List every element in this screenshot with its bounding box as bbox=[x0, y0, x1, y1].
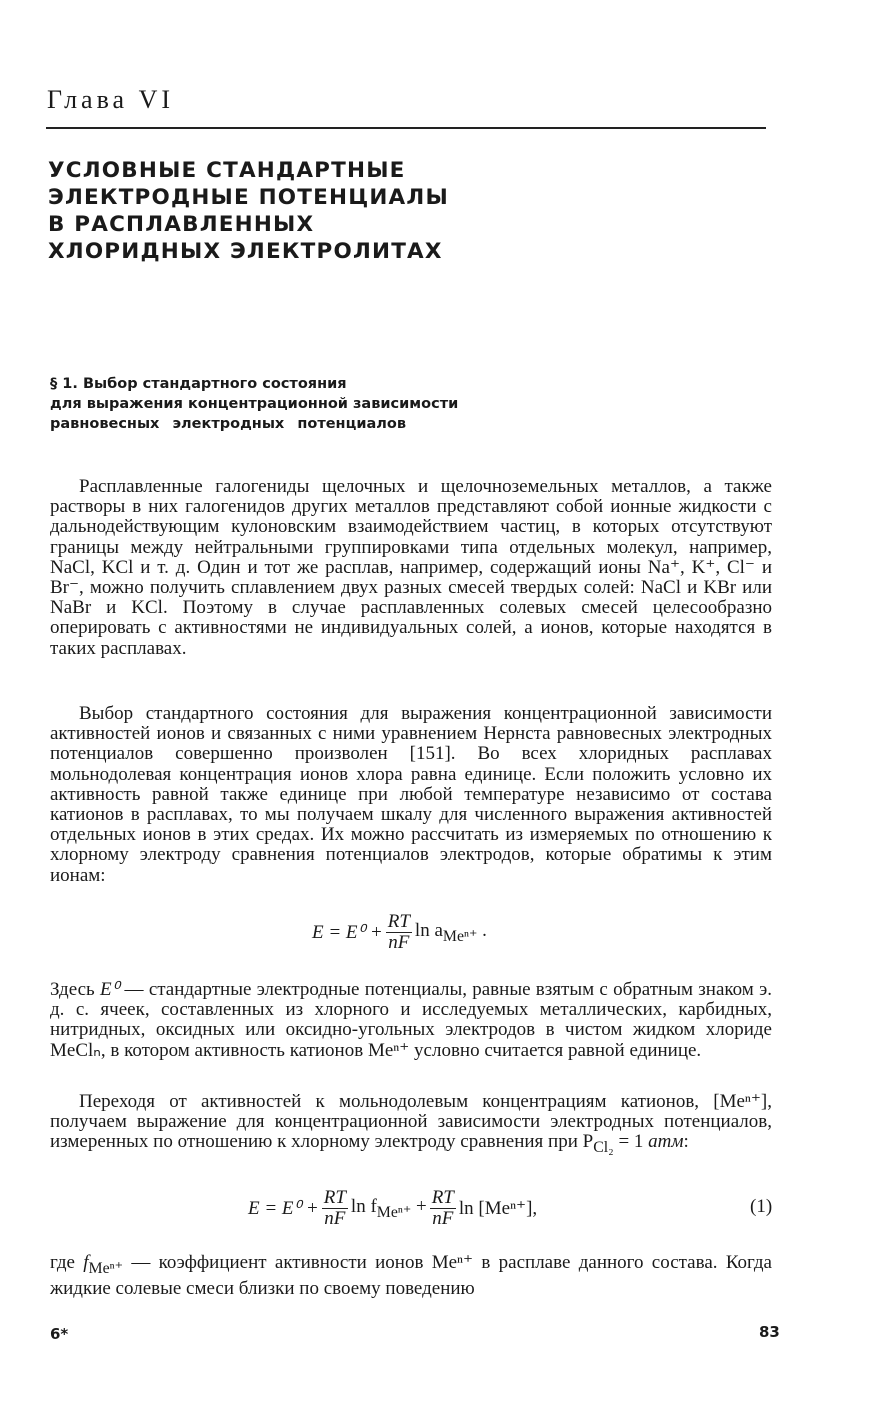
signature-mark: 6* bbox=[50, 1325, 69, 1343]
section-heading bbox=[50, 374, 570, 434]
eq-middle: $\ln f_{Me^{n+}}$ + bbox=[350, 1195, 427, 1221]
chapter-rule bbox=[46, 127, 766, 129]
paragraph-5: где $f_{Me^{n+}}$ — коэффициент активности ионов Meⁿ⁺ в расплаве данного состава. Когда жидкие солевые смеси близки по своему поведению bbox=[50, 1252, 772, 1299]
title-line: УСЛОВНЫЕ СТАНДАРТНЫЕ bbox=[48, 158, 406, 183]
e0-symbol: E⁰ bbox=[100, 979, 120, 1000]
eq-lhs: E = E⁰ + bbox=[312, 922, 383, 943]
eq-rhs: ln [Meⁿ⁺], bbox=[458, 1198, 538, 1219]
paragraph-2: Выбор стандартного состояния для выражения концентрационной зависимости активностей ионов и связанных с ними уравнением Нернста равновесных электродных потенциалов совершенно произволен [151]. Во всех хлоридных расплавах мольнодолевая концентрация ионов хлора равна единице. Если положить условно их активность равной также единице при любой температуре независимо от состава катионов в расплавах, то мы получаем шкалу для численного выражения активностей отдельных ионов в этих средах. Их можно рассчитать из измеряемых по отношению к хлорному электроду сравнения потенциалов электродов, которые обратимы к этим ионам: bbox=[50, 703, 772, 886]
equation-number: (1) bbox=[750, 1196, 773, 1217]
chapter-heading: Глава VI bbox=[47, 85, 174, 114]
eq-fraction: $\frac{RT}{nF}$ bbox=[431, 1187, 454, 1229]
equation-nernst bbox=[312, 912, 487, 953]
eq-lhs: E = E⁰ + bbox=[248, 1198, 319, 1219]
eq-fraction: $\frac{RT}{nF}$ bbox=[323, 1187, 346, 1229]
paragraph-3: Здесь E⁰ — стандартные электродные потенциалы, равные взятым с обратным знаком э. д. с. ячеек, составленных из хлорного и исследуемых металлических, карбидных, нитридных, оксидных или оксидно-угольных электродов в чистом жидком хлориде MeClₙ, в котором активность катионов Meⁿ⁺ условно считается равной единице. bbox=[50, 979, 772, 1061]
paragraph-1: Расплавленные галогениды щелочных и щелочноземельных металлов, а также растворы в них галогенидов других металлов представляют собой ионные жидкости с дальнодействующим кулоновским взаимодействием частиц, в которых отсутствуют границы между нейтральными группировками типа отдельных молекул, например, NaCl, KCl и т. д. Один и тот же расплав, например, содержащий ионы Na⁺, K⁺, Cl⁻ и Br⁻, можно получить сплавлением двух разных смесей твердых солей: NaCl и KBr или NaBr и KCl. Поэтому в случае расплавленных солевых смесей целесообразно оперировать с активностями не индивидуальных солей, а ионов, которые находятся в таких расплавах. bbox=[50, 476, 772, 659]
chapter-title bbox=[48, 157, 568, 265]
page-number: 83 bbox=[759, 1323, 780, 1341]
title-line: ЭЛЕКТРОДНЫЕ ПОТЕНЦИАЛЫ bbox=[48, 185, 449, 210]
title-line: ХЛОРИДНЫХ ЭЛЕКТРОЛИТАХ bbox=[48, 239, 443, 264]
eq-rhs: $\ln a_{Me^{n+}}$ . bbox=[414, 919, 487, 945]
paragraph-4: Переходя от активностей к мольнодолевым концентрациям катионов, [Meⁿ⁺], получаем выражение для концентрационной зависимости электродных потенциалов, измеренных по отношению к хлорному электроду сравнения при $P_{Cl_2} = 1$ атм: bbox=[50, 1091, 772, 1157]
section-line: равновесных электродных потенциалов bbox=[50, 416, 407, 432]
equation-1 bbox=[248, 1188, 537, 1229]
section-line: для выражения концентрационной зависимости bbox=[50, 396, 459, 412]
title-line: В РАСПЛАВЛЕННЫХ bbox=[48, 212, 315, 237]
eq-fraction: $\frac{RT}{nF}$ bbox=[387, 911, 410, 953]
section-line: § 1. Выбор стандартного состояния bbox=[50, 376, 347, 392]
